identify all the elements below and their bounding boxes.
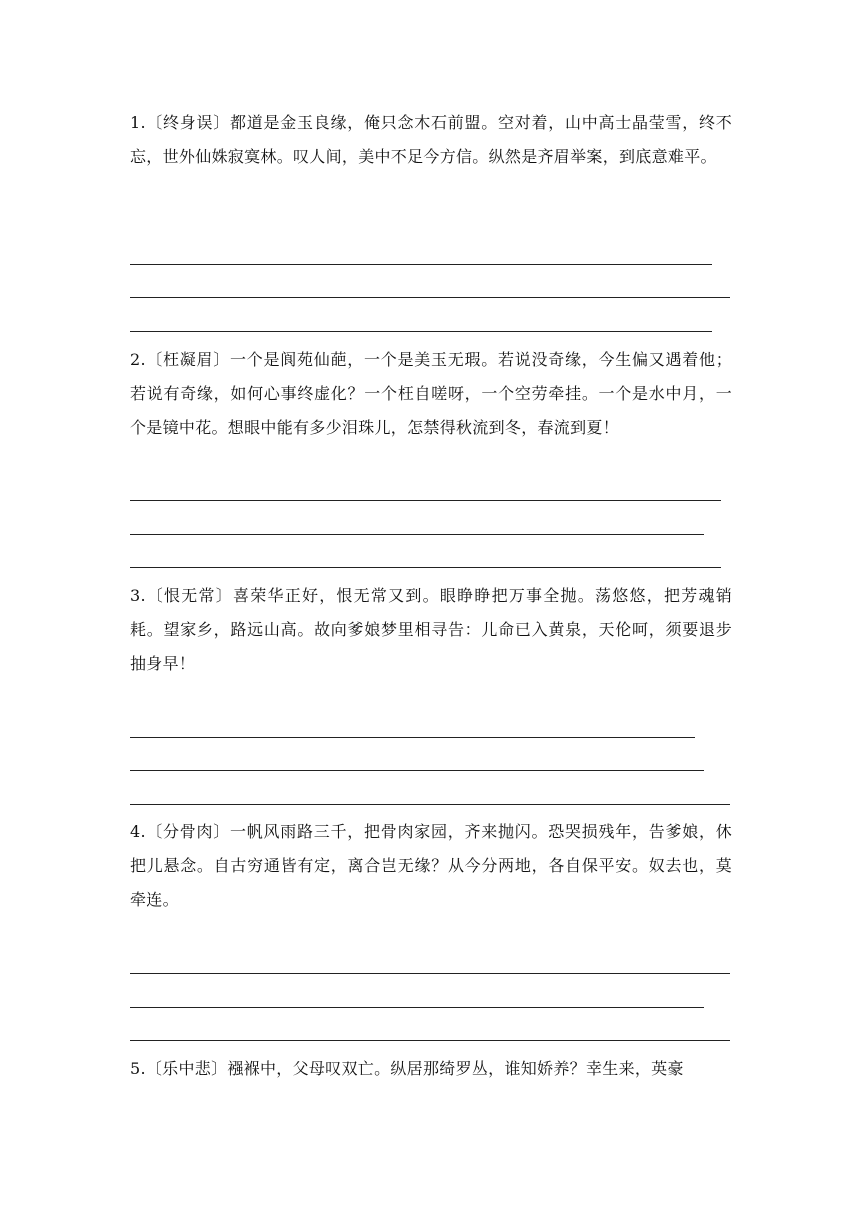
question-text: 3.〔恨无常〕喜荣华正好，恨无常又到。眼睁睁把万事全抛。荡悠悠，把芳魂销耗。望家乡，路远山高。故向爹娘梦里相寻告：儿命已入黄泉，天伦呵，须要退步抽身早！ [130,586,732,673]
answer-line [130,567,721,568]
answer-line [130,1007,704,1008]
question-text: 1.〔终身误〕都道是金玉良缘，俺只念木石前盟。空对着，山中高士晶莹雪，终不忘，世外仙姝寂寞林。叹人间，美中不足今方信。纵然是齐眉举案，到底意难平。 [130,113,732,166]
question-text: 4.〔分骨肉〕一帆风雨路三千，把骨肉家园，齐来抛闪。恐哭损残年，告爹娘，休把儿悬念。自古穷通皆有定，离合岂无缘？从今分两地，各自保平安。奴去也，莫牵连。 [130,822,732,909]
answer-line [130,1040,730,1041]
question-3 [130,579,732,681]
answer-line [130,737,695,738]
question-5 [130,1052,732,1086]
answer-line [130,804,730,805]
answer-line [130,534,704,535]
answer-line [130,770,704,771]
question-1 [130,106,732,174]
question-text: 2.〔枉凝眉〕一个是阆苑仙葩，一个是美玉无瑕。若说没奇缘，今生偏又遇着他；若说有奇缘，如何心事终虚化？一个枉自嗟呀，一个空劳牵挂。一个是水中月，一个是镜中花。想眼中能有多少泪珠儿，怎禁得秋流到冬，春流到夏！ [130,350,732,437]
answer-line [130,331,712,332]
question-2 [130,343,732,445]
answer-line [130,500,721,501]
answer-line [130,297,730,298]
question-4 [130,815,732,917]
question-text: 5.〔乐中悲〕襁褓中，父母叹双亡。纵居那绮罗丛，谁知娇养？幸生来，英豪 [130,1059,684,1078]
answer-line [130,973,730,974]
answer-line [130,264,712,265]
